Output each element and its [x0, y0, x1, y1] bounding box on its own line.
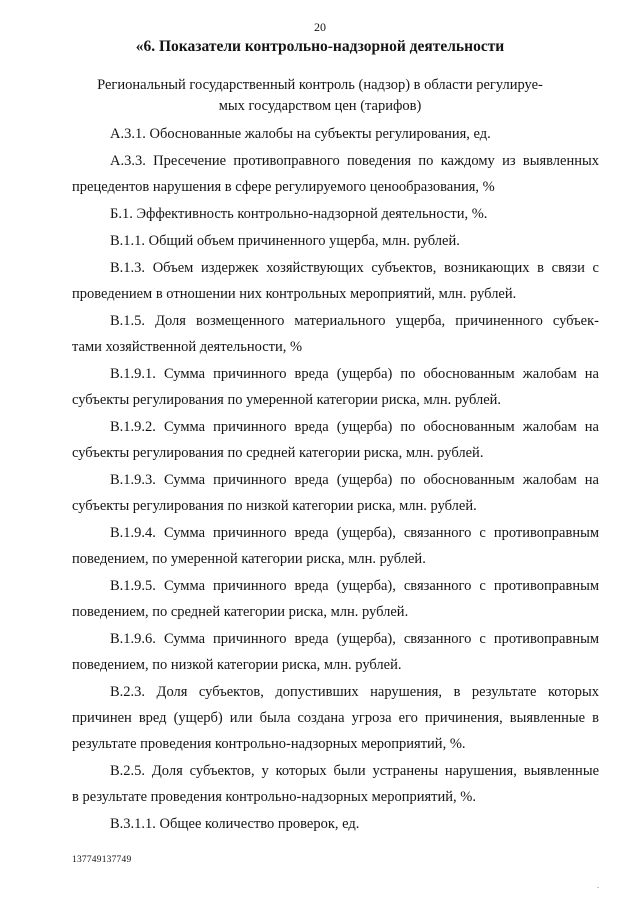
indicator-v-2-5-line-2: в результате проведения контрольно-надзорных мероприятий, %.	[72, 789, 476, 805]
indicator-v-1-9-6-line-2: поведением, по низкой категории риска, млн. рублей.	[72, 657, 402, 673]
section-heading: «6. Показатели контрольно-надзорной деятельности	[135, 38, 505, 55]
subheading-line-2: мых государством цен (тарифов)	[218, 98, 422, 114]
indicator-v-1-1: В.1.1. Общий объем причиненного ущерба, млн. рублей.	[110, 233, 460, 249]
indicator-v-3-1-1: В.3.1.1. Общее количество проверок, ед.	[110, 816, 360, 832]
scan-mark: .	[597, 881, 599, 890]
indicator-v-1-5-line-1: В.1.5. Доля возмещенного материального ущерба, причиненного субъек-	[110, 313, 599, 329]
indicator-v-1-9-4-line-1: В.1.9.4. Сумма причинного вреда (ущерба), связанного с противоправным	[110, 525, 599, 541]
indicator-v-1-9-3-line-2: субъекты регулирования по низкой категории риска, млн. рублей.	[72, 498, 477, 514]
indicator-v-1-9-4-line-2: поведением, по умеренной категории риска, млн. рублей.	[72, 551, 426, 567]
indicator-v-1-9-6-line-1: В.1.9.6. Сумма причинного вреда (ущерба), связанного с противоправным	[110, 631, 599, 647]
subheading	[95, 75, 545, 117]
indicator-a-3-3-line-2: прецедентов нарушения в сфере регулируемого ценообразования, %	[72, 179, 495, 195]
indicator-v-2-3-line-3: результате проведения контрольно-надзорных мероприятий, %.	[72, 736, 466, 752]
indicator-v-2-5-line-1: В.2.5. Доля субъектов, у которых были устранены нарушения, выявленные	[110, 763, 599, 779]
indicator-v-2-3-line-1: В.2.3. Доля субъектов, допустивших нарушения, в результате которых	[110, 684, 599, 700]
indicator-v-1-9-2-line-1: В.1.9.2. Сумма причинного вреда (ущерба) по обоснованным жалобам на	[110, 419, 599, 435]
indicator-v-1-9-1-line-1: В.1.9.1. Сумма причинного вреда (ущерба) по обоснованным жалобам на	[110, 366, 599, 382]
indicator-v-1-9-5-line-2: поведением, по средней категории риска, млн. рублей.	[72, 604, 409, 620]
indicator-v-1-9-3-line-1: В.1.9.3. Сумма причинного вреда (ущерба) по обоснованным жалобам на	[110, 472, 599, 488]
indicator-v-1-9-2-line-2: субъекты регулирования по средней категории риска, млн. рублей.	[72, 445, 484, 461]
indicator-v-1-3-line-1: В.1.3. Объем издержек хозяйствующих субъектов, возникающих в связи с	[110, 260, 599, 276]
indicator-a-3-3-line-1: А.3.3. Пресечение противоправного поведения по каждому из выявленных	[110, 153, 599, 169]
subheading-line-1: Региональный государственный контроль (надзор) в области регулируе-	[97, 77, 543, 93]
page-number: 20	[314, 20, 326, 34]
indicator-v-1-5-line-2: тами хозяйственной деятельности, %	[72, 339, 303, 355]
indicator-v-1-3-line-2: проведением в отношении них контрольных мероприятий, млн. рублей.	[72, 286, 517, 302]
indicator-v-1-9-1-line-2: субъекты регулирования по умеренной категории риска, млн. рублей.	[72, 392, 502, 408]
indicator-b-1: Б.1. Эффективность контрольно-надзорной деятельности, %.	[110, 206, 488, 222]
indicator-v-2-3-line-2: причинен вред (ущерб) или была создана угроза его причинения, выявленные в	[72, 710, 599, 726]
indicator-v-1-9-5-line-1: В.1.9.5. Сумма причинного вреда (ущерба), связанного с противоправным	[110, 578, 599, 594]
document-code: 137749137749	[72, 855, 132, 865]
indicator-a-3-1: А.3.1. Обоснованные жалобы на субъекты регулирования, ед.	[110, 126, 491, 142]
